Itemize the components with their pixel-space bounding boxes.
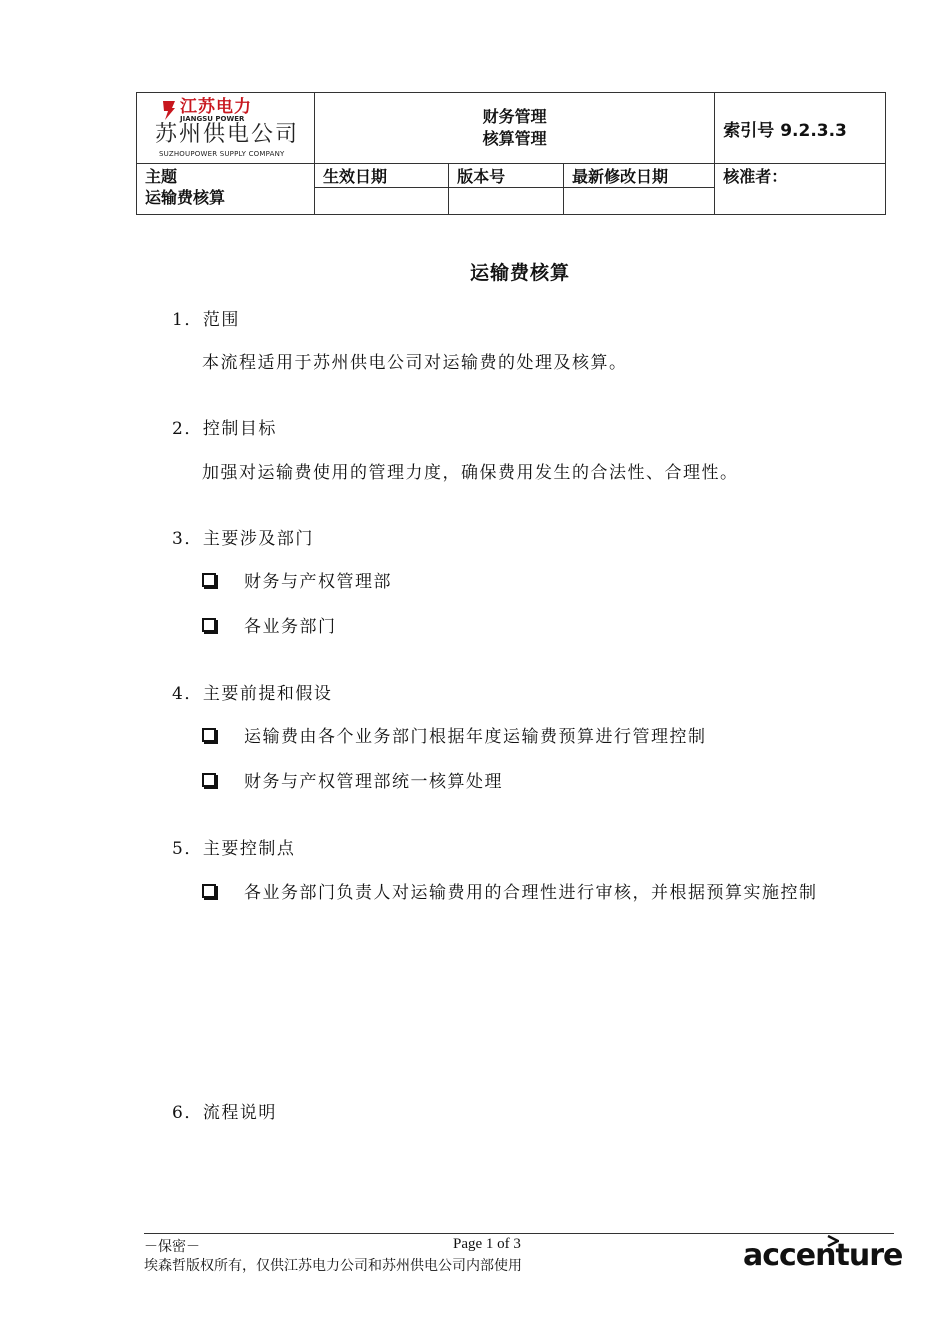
logo-brand-cn: 江苏电力: [180, 97, 252, 117]
list-item: [202, 722, 707, 747]
section-paragraph-scope: 本流程适用于苏州供电公司对运输费的处理及核算。: [202, 353, 628, 373]
list-item: [202, 567, 392, 592]
approver-label: 核准者：: [715, 164, 886, 215]
checkbox-bullet-icon: [202, 618, 216, 632]
effective-date-value: [315, 188, 449, 215]
category-cell: [315, 93, 715, 164]
logo-cell: [137, 93, 315, 164]
version-value: [449, 188, 564, 215]
section-heading-objective: 2．控制目标: [172, 419, 277, 439]
checkbox-bullet-icon: [202, 728, 216, 742]
section-heading-process: 6．流程说明: [172, 1103, 277, 1123]
checkbox-bullet-icon: [202, 573, 216, 587]
section-heading-assumptions: 4．主要前提和假设: [172, 684, 333, 704]
company-logo: [161, 99, 252, 123]
checkbox-bullet-icon: [202, 773, 216, 787]
document-header-table: [136, 92, 886, 215]
section-heading-control-points: 5．主要控制点: [172, 839, 296, 859]
subject-value: 运输费核算: [145, 188, 226, 207]
list-item-text: 各业务部门负责人对运输费用的合理性进行审核，并根据预算实施控制: [244, 883, 818, 903]
chevron-right-icon: [827, 1235, 839, 1247]
list-item: [202, 767, 503, 792]
checkbox-bullet-icon: [202, 884, 216, 898]
footer-divider: [144, 1233, 894, 1234]
document-title: 运输费核算: [469, 262, 570, 284]
logo-company-en: SUZHOUPOWER SUPPLY COMPANY: [159, 150, 285, 158]
section-heading-scope: 1．范围: [172, 310, 240, 330]
section-heading-departments: 3．主要涉及部门: [172, 529, 314, 549]
accenture-logo: [743, 1238, 902, 1273]
list-item-text: 各业务部门: [244, 617, 337, 637]
section-paragraph-objective: 加强对运输费使用的管理力度，确保费用发生的合法性、合理性。: [202, 463, 739, 483]
last-modified-value: [564, 188, 715, 215]
list-item-text: 运输费由各个业务部门根据年度运输费预算进行管理控制: [244, 727, 707, 747]
logo-brand-en: JIANGSU POWER: [180, 115, 245, 123]
subject-cell: [137, 164, 315, 215]
list-item-text: 财务与产权管理部统一核算处理: [244, 772, 503, 792]
list-item: [202, 612, 337, 637]
index-number: 索引号 9.2.3.3: [715, 93, 886, 164]
category-line-2: 核算管理: [482, 129, 547, 148]
footer-copyright: 埃森哲版权所有，仅供江苏电力公司和苏州供电公司内部使用: [144, 1258, 522, 1274]
last-modified-label: 最新修改日期: [564, 164, 715, 188]
accenture-logo-text: accenture: [743, 1238, 903, 1273]
footer-page-number: Page 1 of 3: [453, 1236, 521, 1252]
list-item: [202, 878, 818, 903]
power-logo-icon: [161, 99, 177, 121]
effective-date-label: 生效日期: [315, 164, 449, 188]
logo-company-cn: 苏州供电公司: [155, 122, 300, 147]
subject-label: 主题: [145, 167, 178, 186]
list-item-text: 财务与产权管理部: [244, 572, 392, 592]
category-line-1: 财务管理: [482, 107, 547, 126]
version-label: 版本号: [449, 164, 564, 188]
footer-confidential: －保密－: [144, 1239, 200, 1255]
